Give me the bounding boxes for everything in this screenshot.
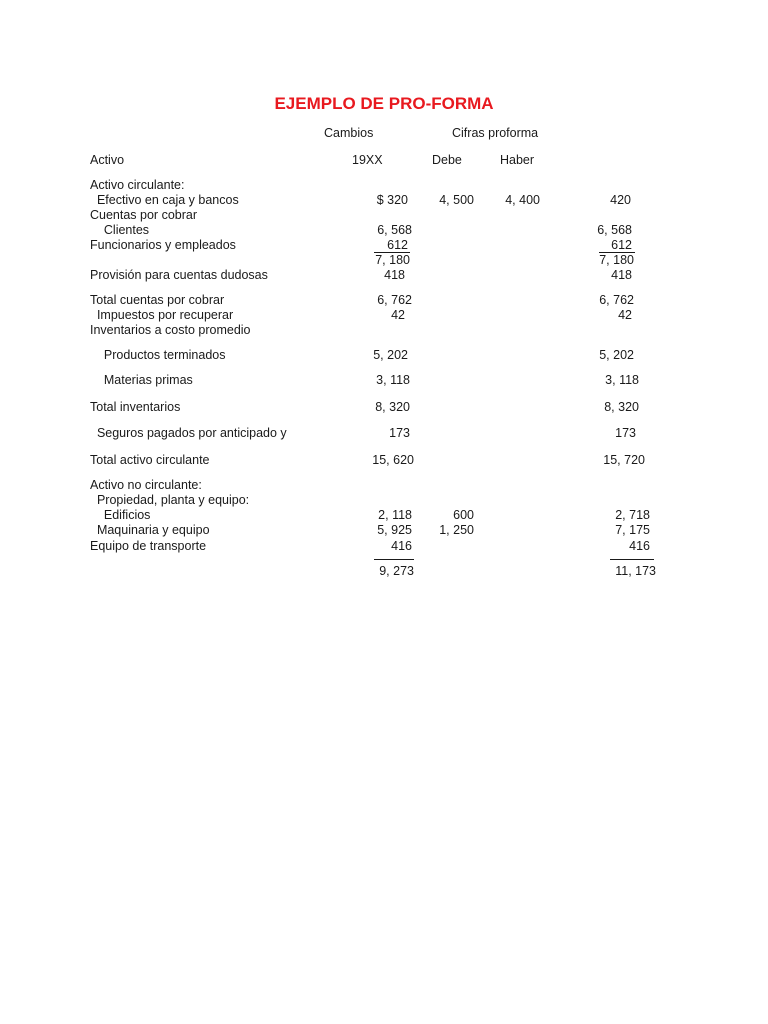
row-label: Total activo circulante [90,453,210,467]
row-label: Impuestos por recuperar [90,308,234,322]
header-year: 19XX [352,153,383,167]
row-value-proforma: 7, 175 [615,523,650,537]
row-value-19xx: 15, 620 [372,453,414,467]
row-label: Equipo de transporte [90,539,207,553]
row-value-19xx: $ 320 [376,193,408,207]
page-title: EJEMPLO DE PRO-FORMA [274,94,494,113]
row-value-19xx: 5, 202 [373,348,408,362]
row-value-proforma: 11, 173 [615,564,656,578]
row-label: Funcionarios y empleados [90,238,236,252]
row-label: Edificios [90,508,151,522]
row-label: Cuentas por cobrar [90,208,198,222]
row-value-proforma: 8, 320 [604,400,639,414]
row-value-debe: 4, 500 [439,193,474,207]
row-value-19xx: 8, 320 [375,400,410,414]
header-cambios: Cambios [324,126,374,140]
row-value-19xx: 6, 762 [377,293,412,307]
header-cifras-proforma: Cifras proforma [452,126,539,140]
header-activo: Activo [90,153,125,167]
row-label: Total inventarios [90,400,181,414]
header-haber: Haber [500,153,535,167]
row-value-19xx: 173 [389,426,410,440]
row-value-19xx: 9, 273 [379,564,414,578]
subtotal-rule-proforma [599,252,635,253]
row-value-19xx: 42 [391,308,405,322]
row-value-19xx: 5, 925 [377,523,412,537]
row-value-haber: 4, 400 [505,193,540,207]
row-value-proforma: 3, 118 [605,373,639,387]
row-value-proforma: 416 [629,539,650,553]
row-value-proforma: 42 [618,308,632,322]
row-label: Activo no circulante: [90,478,202,492]
row-label: Efectivo en caja y bancos [90,193,239,207]
row-value-proforma: 612 [611,238,632,252]
row-value-19xx: 6, 568 [377,223,412,237]
subtotal-rule-year [374,252,410,253]
row-value-debe: 1, 250 [439,523,474,537]
row-value-19xx: 612 [387,238,408,252]
row-value-19xx: 418 [384,268,405,282]
row-value-proforma: 418 [611,268,632,282]
row-value-proforma: 5, 202 [599,348,634,362]
row-label: Productos terminados [90,348,226,362]
total-rule-proforma [610,559,654,560]
row-value-proforma: 420 [610,193,631,207]
row-value-19xx: 2, 118 [378,508,412,522]
row-label: Total cuentas por cobrar [90,293,225,307]
row-value-19xx: 416 [391,539,412,553]
row-value-proforma: 6, 762 [599,293,634,307]
row-value-proforma: 6, 568 [597,223,632,237]
row-label: Activo circulante: [90,178,185,192]
row-value-19xx: 7, 180 [375,253,410,267]
row-value-proforma: 173 [615,426,636,440]
header-debe: Debe [432,153,462,167]
row-value-debe: 600 [453,508,474,522]
row-label: Propiedad, planta y equipo: [90,493,250,507]
row-value-proforma: 15, 720 [603,453,645,467]
row-value-proforma: 2, 718 [615,508,650,522]
row-value-19xx: 3, 118 [376,373,410,387]
row-label: Provisión para cuentas dudosas [90,268,268,282]
total-rule-year [374,559,414,560]
row-label: Materias primas [90,373,193,387]
row-label: Maquinaria y equipo [90,523,210,537]
row-label: Inventarios a costo promedio [90,323,251,337]
row-label: Seguros pagados por anticipado y [90,426,287,440]
row-value-proforma: 7, 180 [599,253,634,267]
row-label: Clientes [90,223,150,237]
